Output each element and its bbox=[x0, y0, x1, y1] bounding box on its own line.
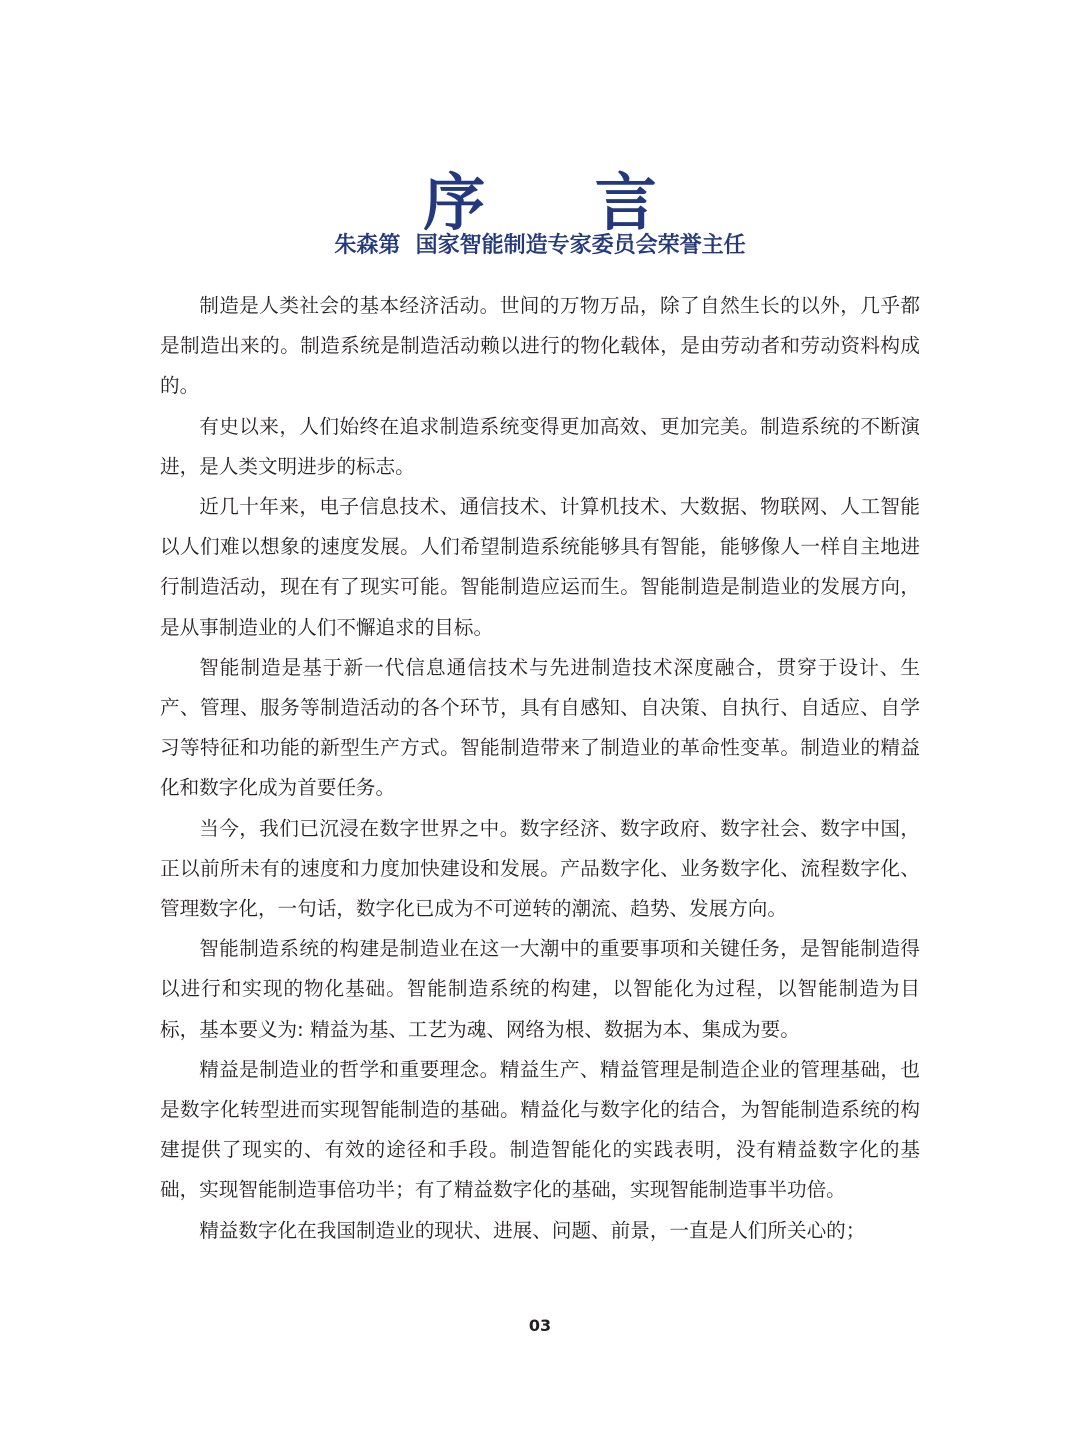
paragraph: 制造是人类社会的基本经济活动。世间的万物万品，除了自然生长的以外，几乎都是制造出来的。制造系统是制造活动赖以进行的物化载体，是由劳动者和劳动资料构成的。 bbox=[160, 294, 920, 398]
paragraph: 精益数字化在我国制造业的现状、进展、问题、前景，一直是人们所关心的； bbox=[199, 1218, 866, 1242]
paragraph: 有史以来，人们始终在追求制造系统变得更加高效、更加完美。制造系统的不断演进，是人类文明进步的标志。 bbox=[160, 414, 920, 478]
paragraph: 精益是制造业的哲学和重要理念。精益生产、精益管理是制造企业的管理基础，也是数字化转型进而实现智能制造的基础。精益化与数字化的结合，为智能制造系统的构建提供了现实的、有效的途径和手段。制造智能化的实践表明，没有精益数字化的基础，实现智能制造事倍功半；有了精益数字化的基础，实现智能制造事半功倍。 bbox=[160, 1057, 920, 1202]
page-number: 03 bbox=[528, 1316, 552, 1335]
body-text bbox=[160, 286, 920, 1251]
paragraph: 当今，我们已沉浸在数字世界之中。数字经济、数字政府、数字社会、数字中国，正以前所未有的速度和力度加快建设和发展。产品数字化、业务数字化、流程数字化、管理数字化，一句话，数字化已成为不可逆转的潮流、趋势、发展方向。 bbox=[160, 816, 920, 921]
paragraph: 智能制造是基于新一代信息通信技术与先进制造技术深度融合，贯穿于设计、生产、管理、服务等制造活动的各个环节，具有自感知、自决策、自执行、自适应、自学习等特征和功能的新型生产方式。智能制造带来了制造业的革命性变革。制造业的精益化和数字化成为首要任务。 bbox=[160, 655, 920, 800]
paragraph: 近几十年来，电子信息技术、通信技术、计算机技术、大数据、物联网、人工智能以人们难以想象的速度发展。人们希望制造系统能够具有智能，能够像人一样自主地进行制造活动，现在有了现实可能。智能制造应运而生。智能制造是制造业的发展方向，是从事制造业的人们不懈追求的目标。 bbox=[160, 495, 920, 639]
page-title: 序 言 bbox=[423, 165, 701, 239]
author-subtitle: 朱森第 国家智能制造专家委员会荣誉主任 bbox=[334, 233, 746, 258]
paragraph: 智能制造系统的构建是制造业在这一大潮中的重要事项和关键任务，是智能制造得以进行和实现的物化基础。智能制造系统的构建，以智能化为过程，以智能制造为目标，基本要义为: 精益为基、工艺为魂、网络为根、数据为本、集成为要。 bbox=[160, 937, 920, 1041]
